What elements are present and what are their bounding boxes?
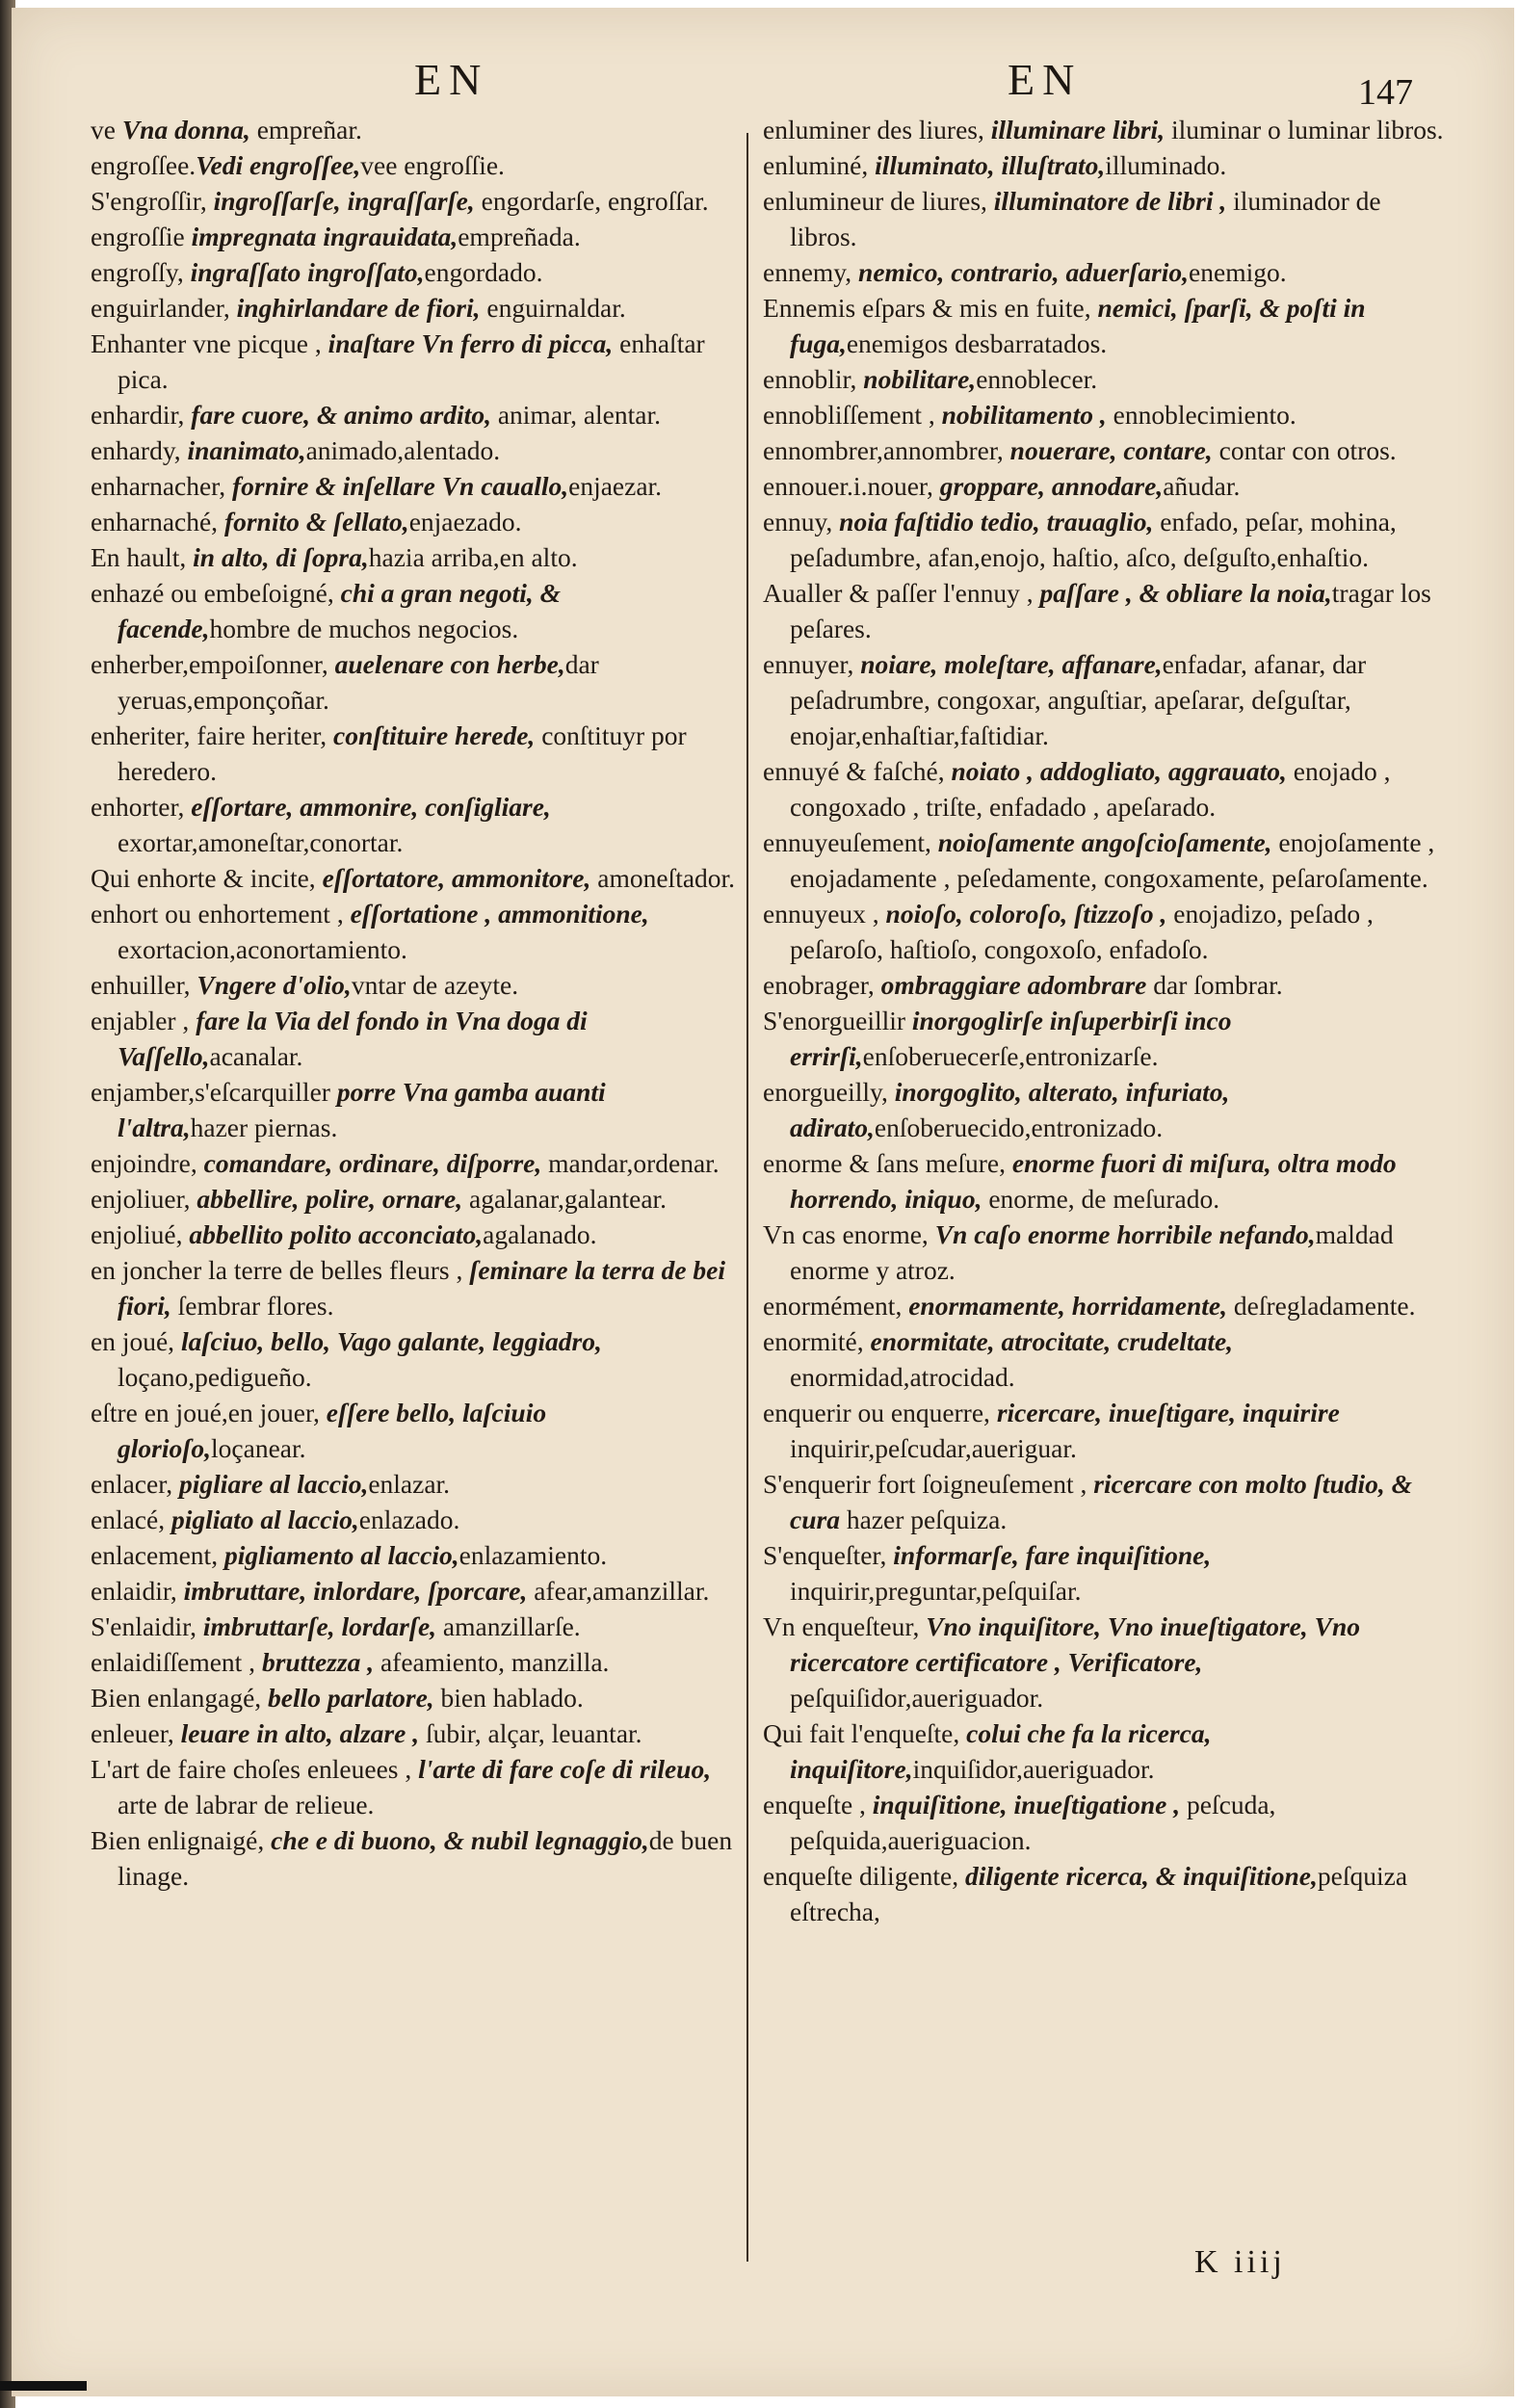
dictionary-entry	[91, 147, 736, 183]
entry-text: amoneſtador.	[590, 863, 736, 893]
entry-text: enormidad,atrocidad.	[790, 1362, 1015, 1392]
entry-text: enjamber,s'eſcarquiller	[91, 1077, 337, 1107]
entry-text: vee engroſſie.	[360, 150, 505, 180]
italian-gloss: ſeminare la terra de bei fiori,	[118, 1255, 726, 1321]
italian-gloss: noioſo, coloroſo, ſtizzoſo ,	[885, 899, 1167, 929]
italian-gloss: pigliato al laccio,	[170, 1505, 359, 1534]
entry-text: enobrager,	[763, 970, 881, 1000]
entry-text: hazer piernas.	[190, 1112, 338, 1142]
entry-text: enemigos desbarratados.	[846, 328, 1108, 358]
entry-text: vntar de azeyte.	[351, 970, 519, 1000]
entry-text: arte de labrar de relieue.	[118, 1790, 375, 1819]
entry-text: enormité,	[763, 1326, 871, 1356]
dictionary-entry	[91, 646, 736, 718]
entry-text: ennemy,	[763, 257, 859, 287]
entry-text: exortar,amoneſtar,conortar.	[118, 827, 404, 857]
italian-gloss: Vno inquiſitore, Vno inueſtigatore, Vno ricercatore certificatore , Verificatore,	[790, 1611, 1360, 1677]
dictionary-entry	[763, 1715, 1447, 1787]
dictionary-entry	[91, 397, 736, 432]
entry-text: enqueſte ,	[763, 1790, 873, 1819]
entry-text: enjoliué,	[91, 1219, 190, 1249]
dictionary-entry	[91, 183, 736, 219]
dictionary-entry	[91, 539, 736, 575]
entry-text: enluminer des liures,	[763, 115, 991, 144]
entry-text: amanzillarſe.	[436, 1611, 581, 1641]
entry-text: enhuiller,	[91, 970, 197, 1000]
italian-gloss: paſſare , & obliare la noia,	[1039, 578, 1332, 608]
italian-gloss: eſſortatore, ammonitore,	[322, 863, 591, 893]
dictionary-entry	[91, 967, 736, 1003]
italian-gloss: nobilitamento ,	[941, 400, 1107, 430]
italian-gloss: chi a gran negoti, & facende,	[118, 578, 562, 643]
italian-gloss: conſtituire herede,	[333, 720, 536, 750]
running-head-left: EN	[414, 55, 489, 104]
entry-text: dar yeruas,emponçoñar.	[118, 649, 599, 715]
entry-text: agalanar,galantear.	[462, 1184, 668, 1214]
entry-text: enhardy,	[91, 435, 188, 465]
italian-gloss: leuare in alto, alzare ,	[180, 1718, 420, 1748]
italian-gloss: enormitate, atrocitate, crudeltate,	[870, 1326, 1234, 1356]
entry-text: agalanado.	[483, 1219, 597, 1249]
entry-text: enſoberuecido,entronizado.	[874, 1112, 1164, 1142]
entry-text: enhorter,	[91, 792, 192, 822]
dictionary-entry	[763, 1395, 1447, 1466]
entry-text: afeamiento, manzilla.	[374, 1647, 610, 1677]
entry-text: peſquiza eſtrecha,	[790, 1861, 1408, 1926]
entry-text: enorgueilly,	[763, 1077, 895, 1107]
entry-text: exortacion,aconortamiento.	[118, 934, 407, 964]
entry-text: mandar,ordenar.	[541, 1148, 720, 1178]
italian-gloss: eſſere bello, laſciuio glorioſo,	[118, 1398, 547, 1463]
italian-gloss: imbruttare, inlordare, ſporcare,	[183, 1576, 528, 1606]
dictionary-entry	[91, 860, 736, 896]
dictionary-entry	[763, 147, 1447, 183]
entry-text: S'enorgueillir	[763, 1006, 912, 1035]
entry-text: maldad enorme y atroz.	[790, 1219, 1394, 1285]
scan-edge-mark	[0, 2381, 87, 2391]
entry-text: enlazamiento.	[458, 1540, 608, 1570]
entry-text: Bien enlangagé,	[91, 1683, 269, 1713]
italian-gloss: inorgoglirſe inſuperbirſi inco errirſi,	[790, 1006, 1232, 1071]
dictionary-entry	[763, 1003, 1447, 1074]
dictionary-entry	[91, 1323, 736, 1395]
entry-text: engroſſee.	[91, 150, 196, 180]
italian-gloss: ombraggiare adombrare	[880, 970, 1147, 1000]
italian-gloss: comandare, ordinare, diſporre,	[203, 1148, 542, 1178]
dictionary-entry	[91, 290, 736, 326]
entry-text: engordado.	[424, 257, 543, 287]
entry-text: eſtre en joué,en jouer,	[91, 1398, 327, 1427]
dictionary-entry	[763, 1858, 1447, 1929]
dictionary-entry	[91, 504, 736, 539]
entry-text: enſoberuecerſe,entronizarſe.	[862, 1041, 1159, 1071]
dictionary-entry	[763, 575, 1447, 646]
entry-text: loçano,pedigueño.	[118, 1362, 312, 1392]
entry-text: enluminé,	[763, 150, 876, 180]
dictionary-entry	[91, 1217, 736, 1252]
dictionary-entry	[763, 254, 1447, 290]
italian-gloss: nemici, ſparſi, & poſti in fuga,	[790, 293, 1366, 358]
entry-text: enquerir ou enquerre,	[763, 1398, 997, 1427]
dictionary-entry	[91, 326, 736, 397]
entry-text: enqueſte diligente,	[763, 1861, 965, 1891]
entry-text: enfado, peſar, mohina, peſadumbre, afan,enojo, haſtio, aſco, deſguſto,enhaſtio.	[790, 507, 1397, 572]
dictionary-entry	[763, 646, 1447, 753]
dictionary-entry	[763, 1537, 1447, 1609]
italian-gloss: ricercare con molto ſtudio, & cura	[790, 1469, 1413, 1534]
entry-text: hazia arriba,en alto.	[368, 542, 578, 572]
entry-text: enorme & ſans meſure,	[763, 1148, 1012, 1178]
italian-gloss: noioſamente angoſcioſamente,	[937, 827, 1272, 857]
entry-text: En hault,	[91, 542, 194, 572]
entry-text: enhazé ou embeſoigné,	[91, 578, 341, 608]
italian-gloss: laſciuo, bello, Vago galante, leggiadro,	[180, 1326, 602, 1356]
dictionary-entry	[763, 468, 1447, 504]
entry-text: deſregladamente.	[1226, 1291, 1416, 1321]
signature-mark: K iiij	[1194, 2244, 1286, 2280]
italian-gloss: noiato , addogliato, aggrauato,	[951, 756, 1287, 786]
entry-text: ennouer.i.nouer,	[763, 471, 940, 501]
entry-text: Qui enhorte & incite,	[91, 863, 323, 893]
entry-text: Aualler & paſſer l'ennuy ,	[763, 578, 1040, 608]
entry-text: empreñar.	[249, 115, 362, 144]
entry-text: en joncher la terre de belles fleurs ,	[91, 1255, 470, 1285]
entry-text: enorme, de meſurado.	[982, 1184, 1220, 1214]
dictionary-entry	[91, 1644, 736, 1680]
italian-gloss: eſſortare, ammonire, conſigliare,	[191, 792, 551, 822]
dictionary-entry	[763, 504, 1447, 575]
italian-gloss: impregnata ingrauidata,	[191, 222, 458, 251]
italian-gloss: illuminato, illuſtrato,	[875, 150, 1106, 180]
entry-text: S'enquerir fort ſoigneuſement ,	[763, 1469, 1094, 1499]
entry-text: enharnaché,	[91, 507, 224, 537]
entry-text: enherber,empoiſonner,	[91, 649, 335, 679]
italian-gloss: bello parlatore,	[268, 1683, 434, 1713]
entry-text: peſcuda, peſquida,aueriguacion.	[790, 1790, 1276, 1855]
dictionary-entry	[91, 1395, 736, 1466]
entry-text: hombre de muchos negocios.	[209, 614, 519, 643]
entry-text: enlazar.	[368, 1469, 451, 1499]
dictionary-entry	[91, 1074, 736, 1145]
dictionary-entry	[763, 1217, 1447, 1288]
entry-text: ennuyeuſement,	[763, 827, 938, 857]
entry-text: animar, alentar.	[490, 400, 661, 430]
entry-text: afear,amanzillar.	[527, 1576, 710, 1606]
dictionary-entry	[763, 1074, 1447, 1145]
dictionary-entry	[763, 753, 1447, 824]
dictionary-entry	[763, 290, 1447, 361]
dictionary-entry	[91, 575, 736, 646]
entry-text: enjaezado.	[408, 507, 522, 537]
dictionary-entry	[91, 896, 736, 967]
italian-gloss: diligente ricerca, & inquiſitione,	[965, 1861, 1318, 1891]
entry-text: ennoblecer.	[976, 364, 1098, 394]
entry-text: S'enlaidir,	[91, 1611, 203, 1641]
italian-gloss: inorgoglito, alterato, infuriato, adirato,	[790, 1077, 1230, 1142]
entry-text: enjaezar.	[568, 471, 663, 501]
entry-text: añudar.	[1163, 471, 1241, 501]
dictionary-entry	[91, 718, 736, 789]
italian-gloss: porre Vna gamba auanti l'altra,	[118, 1077, 606, 1142]
dictionary-entry	[763, 1466, 1447, 1537]
entry-text: Ennemis eſpars & mis en fuite,	[763, 293, 1098, 323]
italian-gloss: bruttezza ,	[261, 1647, 375, 1677]
entry-text: enheriter, faire heriter,	[91, 720, 334, 750]
italian-gloss: groppare, annodare,	[939, 471, 1164, 501]
italian-gloss: Vedi engroſſee,	[196, 150, 361, 180]
entry-text: Enhanter vne picque ,	[91, 328, 328, 358]
dictionary-entry	[91, 1003, 736, 1074]
entry-text: Qui fait l'enqueſte,	[763, 1718, 967, 1748]
dictionary-entry	[91, 1502, 736, 1537]
entry-text: empreñada.	[458, 222, 581, 251]
entry-text: S'engroſſir,	[91, 186, 214, 216]
entry-text: ſubir, alçar, leuantar.	[419, 1718, 642, 1748]
dictionary-entry	[91, 1252, 736, 1323]
dictionary-entry	[91, 1609, 736, 1644]
italian-gloss: in alto, di ſopra,	[193, 542, 369, 572]
dictionary-entry	[763, 183, 1447, 254]
italian-gloss: noia faſtidio tedio, trauaglio,	[839, 507, 1154, 537]
italian-gloss: illuminatore de libri ,	[993, 186, 1227, 216]
entry-text: ennobliſſement ,	[763, 400, 942, 430]
italian-gloss: informarſe, fare inquiſitione,	[893, 1540, 1212, 1570]
entry-text: ennuyé & faſché,	[763, 756, 952, 786]
italian-gloss: enorme fuori di miſura, oltra modo horrendo, iniquo,	[790, 1148, 1397, 1214]
entry-text: enlaidir,	[91, 1576, 184, 1606]
entry-text: bien hablado.	[433, 1683, 584, 1713]
italian-gloss: Vna donna,	[121, 115, 250, 144]
entry-text: enjoindre,	[91, 1148, 204, 1178]
entry-text: engordarſe, engroſſar.	[474, 186, 709, 216]
italian-gloss: eſſortatione , ammonitione,	[350, 899, 649, 929]
dictionary-entry	[91, 1466, 736, 1502]
entry-text: enfadar, afanar, dar peſadrumbre, congoxar, anguſtiar, apeſarar, deſguſtar, enojar,enhaſtiar,faſtidiar.	[790, 649, 1367, 750]
entry-text: de buen linage.	[118, 1825, 733, 1891]
entry-text: enlaidiſſement ,	[91, 1647, 262, 1677]
entry-text: enlacé,	[91, 1505, 171, 1534]
italian-gloss: imbruttarſe, lordarſe,	[202, 1611, 437, 1641]
italian-gloss: pigliare al laccio,	[179, 1469, 369, 1499]
entry-text: engroſſie	[91, 222, 192, 251]
entry-text: ennoblir,	[763, 364, 864, 394]
italian-gloss: inquiſitione, inueſtigatione ,	[872, 1790, 1181, 1819]
dictionary-entry	[91, 219, 736, 254]
entry-text: enlacement,	[91, 1540, 224, 1570]
italian-gloss: l'arte di fare coſe di rileuo,	[418, 1754, 712, 1784]
dictionary-entry	[91, 254, 736, 290]
entry-text: inquirir,peſcudar,aueriguar.	[790, 1433, 1077, 1463]
entry-text: enojado , congoxado , triſte, enfadado , apeſarado.	[790, 756, 1391, 822]
entry-text: enlazado.	[358, 1505, 460, 1534]
italian-gloss: Vngere d'olio,	[196, 970, 352, 1000]
italian-gloss: noiare, moleſtare, affanare,	[860, 649, 1163, 679]
entry-text: acanalar.	[209, 1041, 303, 1071]
entry-text: Bien enlignaigé,	[91, 1825, 272, 1855]
dictionary-entry	[763, 397, 1447, 432]
dictionary-entry	[763, 112, 1447, 147]
entry-text: tragar los peſares.	[790, 578, 1431, 643]
entry-text: contar con otros.	[1212, 435, 1397, 465]
entry-text: enharnacher,	[91, 471, 232, 501]
italian-gloss: che e di buono, & nubil legnaggio,	[271, 1825, 649, 1855]
entry-text: enojadizo, peſado , peſaroſo, haſtioſo, congoxoſo, enfadoſo.	[790, 899, 1374, 964]
entry-text: enhort ou enhortement ,	[91, 899, 351, 929]
entry-text: engroſſy,	[91, 257, 191, 287]
entry-text: enleuer,	[91, 1718, 181, 1748]
italian-gloss: ricercare, inueſtigare, inquirire	[996, 1398, 1340, 1427]
italian-gloss: inghirlandare de fiori,	[236, 293, 481, 323]
italian-gloss: ingroſſarſe, ingraſſarſe,	[213, 186, 475, 216]
entry-text: ſembrar flores.	[170, 1291, 334, 1321]
dictionary-entry	[91, 1715, 736, 1751]
dictionary-entry	[763, 1288, 1447, 1323]
italian-gloss: auelenare con herbe,	[334, 649, 565, 679]
dictionary-entry	[91, 1537, 736, 1573]
entry-text: ennombrer,annombrer,	[763, 435, 1010, 465]
entry-text: inquiſidor,aueriguador.	[912, 1754, 1155, 1784]
entry-text: enguirlander,	[91, 293, 237, 323]
entry-text: Vn cas enorme,	[763, 1219, 935, 1249]
entry-text: enlumineur de liures,	[763, 186, 994, 216]
left-column	[91, 112, 736, 1894]
entry-text: hazer peſquiza.	[839, 1505, 1008, 1534]
dictionary-entry	[91, 1573, 736, 1609]
column-rule	[746, 133, 748, 2262]
dictionary-entry	[91, 1181, 736, 1217]
entry-text: L'art de faire choſes enleuees ,	[91, 1754, 419, 1784]
italian-gloss: nemico, contrario, aduerſario,	[858, 257, 1190, 287]
entry-text: enlacer,	[91, 1469, 180, 1499]
entry-text: dar ſombrar.	[1146, 970, 1283, 1000]
entry-text: en joué,	[91, 1326, 181, 1356]
dictionary-entry	[763, 896, 1447, 967]
running-head-right: EN	[1008, 55, 1083, 104]
right-column	[763, 112, 1447, 1929]
dictionary-entry	[91, 432, 736, 468]
entry-text: conſtituyr por heredero.	[118, 720, 687, 786]
book-page	[12, 8, 1514, 2396]
italian-gloss: enormamente, horridamente,	[908, 1291, 1227, 1321]
italian-gloss: colui che fa la ricerca, inquiſitore,	[790, 1718, 1212, 1784]
entry-text: loçanear.	[211, 1433, 306, 1463]
entry-text: enojoſamente , enojadamente , peſedamente, congoxamente, peſaroſamente.	[790, 827, 1435, 893]
italian-gloss: pigliamento al laccio,	[223, 1540, 459, 1570]
dictionary-entry	[91, 1680, 736, 1715]
entry-text: S'enqueſter,	[763, 1540, 894, 1570]
italian-gloss: nouerare, contare,	[1009, 435, 1213, 465]
dictionary-entry	[763, 1609, 1447, 1715]
italian-gloss: fare la Via del fondo in Vna doga di Vaſſello,	[118, 1006, 588, 1071]
dictionary-entry	[763, 1787, 1447, 1858]
entry-text: illuminado.	[1105, 150, 1227, 180]
entry-text: ennuy,	[763, 507, 840, 537]
italian-gloss: inanimato,	[187, 435, 306, 465]
entry-text: enguirnaldar.	[480, 293, 626, 323]
entry-text: enhardir,	[91, 400, 192, 430]
entry-text: ve	[91, 115, 122, 144]
page-number: 147	[1358, 72, 1413, 113]
dictionary-entry	[763, 1145, 1447, 1217]
dictionary-entry	[91, 789, 736, 860]
entry-text: ennoblecimiento.	[1106, 400, 1296, 430]
italian-gloss: abbellito polito acconciato,	[189, 1219, 484, 1249]
entry-text: enhaſtar pica.	[118, 328, 705, 394]
dictionary-entry	[763, 432, 1447, 468]
dictionary-entry	[91, 1822, 736, 1894]
italian-gloss: fornito & ſellato,	[223, 507, 409, 537]
entry-text: iluminar o luminar libros.	[1165, 115, 1444, 144]
entry-text: animado,alentado.	[305, 435, 501, 465]
dictionary-entry	[91, 1145, 736, 1181]
entry-text: enjabler ,	[91, 1006, 196, 1035]
italian-gloss: abbellire, polire, ornare,	[196, 1184, 463, 1214]
dictionary-entry	[91, 468, 736, 504]
italian-gloss: nobilitare,	[863, 364, 977, 394]
entry-text: enjoliuer,	[91, 1184, 197, 1214]
entry-text: Vn enqueſteur,	[763, 1611, 927, 1641]
entry-text: enormément,	[763, 1291, 909, 1321]
entry-text: inquirir,preguntar,peſquiſar.	[790, 1576, 1082, 1606]
dictionary-entry	[91, 1751, 736, 1822]
entry-text: peſquiſidor,aueriguador.	[790, 1683, 1044, 1713]
italian-gloss: fare cuore, & animo ardito,	[191, 400, 491, 430]
dictionary-entry	[763, 361, 1447, 397]
italian-gloss: fornire & inſellare Vn cauallo,	[232, 471, 569, 501]
italian-gloss: ingraſſato ingroſſato,	[190, 257, 425, 287]
entry-text: ennuyeux ,	[763, 899, 886, 929]
dictionary-entry	[763, 824, 1447, 896]
italian-gloss: illuminare libri,	[990, 115, 1165, 144]
italian-gloss: inaſtare Vn ferro di picca,	[327, 328, 614, 358]
entry-text: iluminador de libros.	[790, 186, 1381, 251]
dictionary-entry	[763, 967, 1447, 1003]
dictionary-entry	[763, 1323, 1447, 1395]
entry-text: enemigo.	[1189, 257, 1287, 287]
italian-gloss: Vn caſo enorme horribile nefando,	[934, 1219, 1316, 1249]
entry-text: ennuyer,	[763, 649, 861, 679]
dictionary-entry	[91, 112, 736, 147]
